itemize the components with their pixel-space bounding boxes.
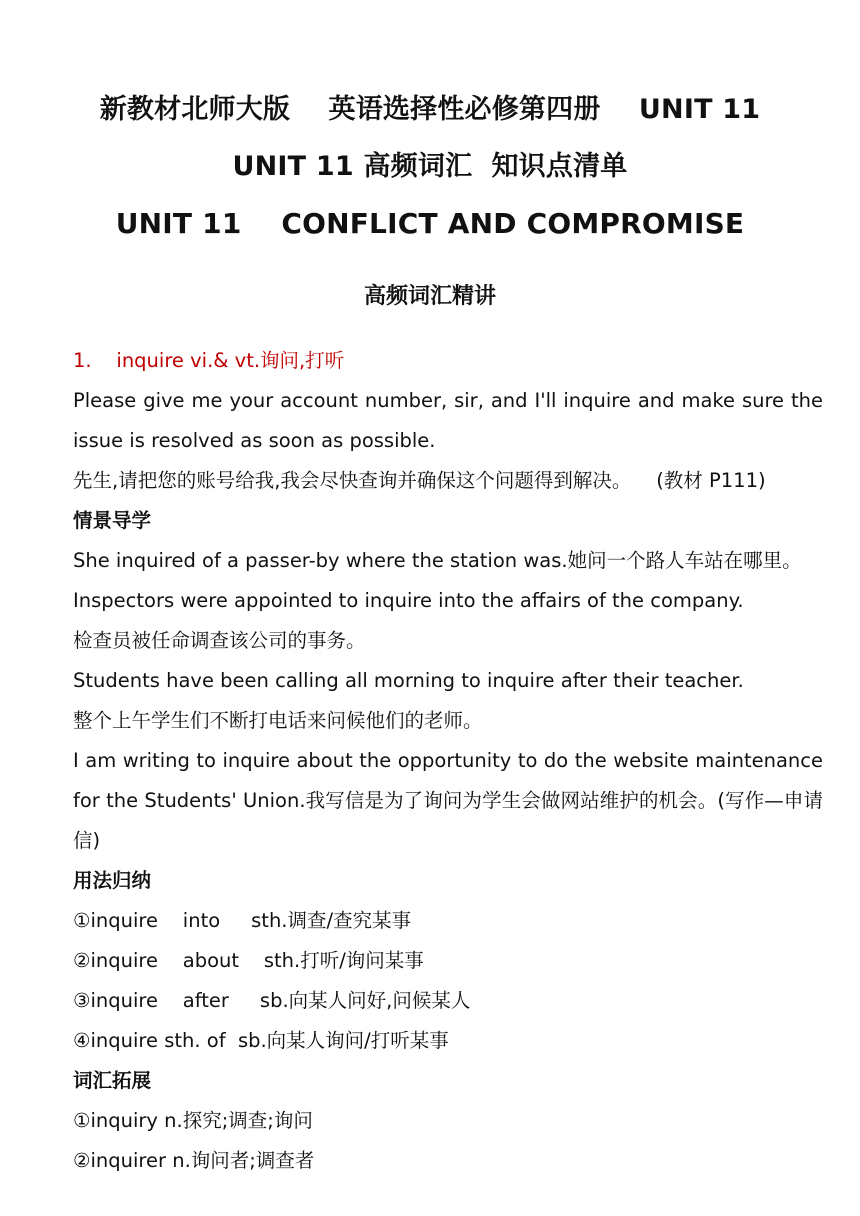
context-example-3-en: Students have been calling all morning to inquire after their teacher. [73, 669, 744, 692]
context-example-2-cn: 检查员被任命调查该公司的事务。 [73, 629, 366, 652]
textbook-example-cn: 先生,请把您的账号给我,我会尽快查询并确保这个问题得到解决。 [73, 469, 632, 492]
context-example-4: I am writing to inquire about the opportunity to do the website maintenance for the Students' Union.我写信是为了询问为学生会做网站维护的机会。(写作—申请信) [73, 749, 823, 852]
usage-heading: 用法归纳 [73, 869, 152, 892]
context-example-2-en: Inspectors were appointed to inquire into the affairs of the company. [73, 589, 744, 612]
textbook-example-en: Please give me your account number, sir, and I'll inquire and make sure the issue is resolved as soon as possible. [73, 389, 823, 452]
context-heading: 情景导学 [73, 509, 152, 532]
context-example-3-cn: 整个上午学生们不断打电话来问候他们的老师。 [73, 709, 483, 732]
entry-headword: 1. inquire vi.& vt.询问,打听 [73, 349, 345, 372]
usage-item: ③inquire after sb.向某人问好,问候某人 [73, 989, 471, 1012]
context-example-1: She inquired of a passer-by where the station was.她问一个路人车站在哪里。 [73, 549, 802, 572]
unit-title: UNIT 11 CONFLICT AND COMPROMISE [115, 207, 745, 240]
document-subtitle: UNIT 11 高频词汇 知识点清单 [232, 151, 628, 182]
extension-item: ②inquirer n.询问者;调查者 [73, 1149, 315, 1172]
textbook-example-cn-line [73, 461, 823, 501]
extension-item: ①inquiry n.探究;调查;询问 [73, 1109, 313, 1132]
extension-heading: 词汇拓展 [73, 1069, 152, 1092]
usage-item: ①inquire into sth.调查/查究某事 [73, 909, 412, 932]
document-title: 新教材北师大版 英语选择性必修第四册 UNIT 11 [99, 94, 761, 125]
vocabulary-entry [73, 341, 823, 1181]
usage-item: ④inquire sth. of sb.向某人询问/打听某事 [73, 1029, 449, 1052]
usage-item: ②inquire about sth.打听/询问某事 [73, 949, 424, 972]
textbook-source: (教材 P111) [631, 469, 766, 492]
section-heading: 高频词汇精讲 [363, 284, 496, 309]
